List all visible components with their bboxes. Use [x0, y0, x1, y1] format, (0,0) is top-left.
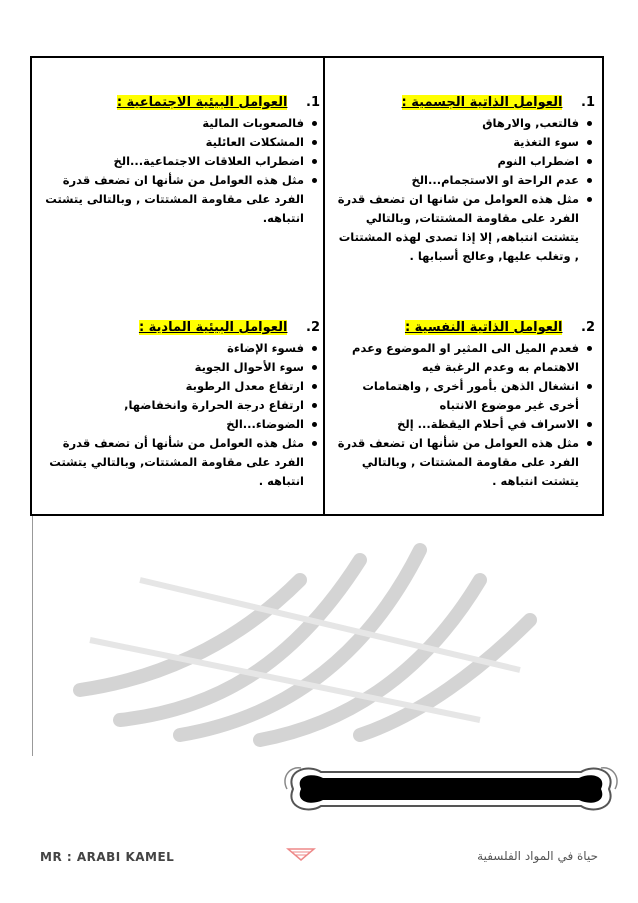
section-self-psychological — [333, 320, 595, 491]
footer-logo-icon — [286, 846, 316, 862]
section-list — [333, 339, 595, 491]
section-self-physical — [333, 95, 595, 266]
list-item: ارتفاع معدل الرطوبة — [38, 377, 304, 396]
list-item: فسوء الإضاءة — [38, 339, 304, 358]
margin-line — [32, 516, 33, 756]
section-environment-social — [38, 95, 320, 228]
list-item: المشكلات العائلية — [38, 133, 304, 152]
list-item: فعدم الميل الى المثير او الموضوع وعدم الاهتمام به وعدم الرغبة فيه — [333, 339, 579, 377]
list-item: الضوضاء...الخ — [38, 415, 304, 434]
list-item: مثل هذه العوامل من شأنها أن تضعف قدرة الفرد على مقاومة المشتتات, وبالتالي يتشتت انتباهه . — [38, 434, 304, 491]
list-item: مثل هذه العوامل من شانها ان تضعف قدرة الفرد على مقاومة المشتتات, وبالتالي يتشتت انتباهه, إلا إذا تصدى لهذه المشتتات , وتغلب عليها, وعالج أسبابها . — [333, 190, 579, 266]
section-number: 2. — [581, 320, 595, 335]
section-heading — [333, 320, 595, 335]
list-item: اضطراب النوم — [333, 152, 579, 171]
section-title: العوامل الذاتية النفسية : — [404, 320, 563, 335]
section-heading — [38, 95, 320, 110]
footer-ornament-icon — [281, 760, 621, 818]
list-item: الاسراف في أحلام اليقظة... إلخ — [333, 415, 579, 434]
section-number: 1. — [306, 95, 320, 110]
list-item: فالتعب, والارهاق — [333, 114, 579, 133]
section-number: 2. — [306, 320, 320, 335]
list-item: اضطراب العلاقات الاجتماعية...الخ — [38, 152, 304, 171]
section-title: العوامل البيئية الاجتماعية : — [116, 95, 288, 110]
list-item: مثل هذه العوامل من شأنها ان تضعف قدرة الفرد على مقاومة المشتتات , وبالتالي يتشتت انتباهه . — [333, 434, 579, 491]
section-list — [38, 114, 320, 228]
list-item: سوء التغذية — [333, 133, 579, 152]
list-item: عدم الراحة او الاستجمام...الخ — [333, 171, 579, 190]
list-item: سوء الأحوال الجوية — [38, 358, 304, 377]
section-number: 1. — [581, 95, 595, 110]
list-item: انشغال الذهن بأمور أخرى , واهتمامات أخرى غير موضوع الانتباه — [333, 377, 579, 415]
section-title: العوامل الذاتية الجسمية : — [401, 95, 563, 110]
footer-tagline: حياة في المواد الفلسفية — [477, 849, 598, 863]
list-item: ارتفاع درجة الحرارة وانخفاضها, — [38, 396, 304, 415]
list-item: فالصعوبات المالية — [38, 114, 304, 133]
calligraphy-watermark-icon — [60, 520, 580, 750]
footer-author: MR : ARABI KAMEL — [40, 850, 175, 864]
section-title: العوامل البيئية المادية : — [138, 320, 288, 335]
section-list — [333, 114, 595, 266]
section-heading — [38, 320, 320, 335]
list-item: مثل هذه العوامل من شأنها ان تضعف قدرة الفرد على مقاومة المشتتات , وبالتالى يتشتت انتباهه. — [38, 171, 304, 228]
section-environment-physical — [38, 320, 320, 491]
section-heading — [333, 95, 595, 110]
column-divider — [323, 56, 325, 516]
section-list — [38, 339, 320, 491]
